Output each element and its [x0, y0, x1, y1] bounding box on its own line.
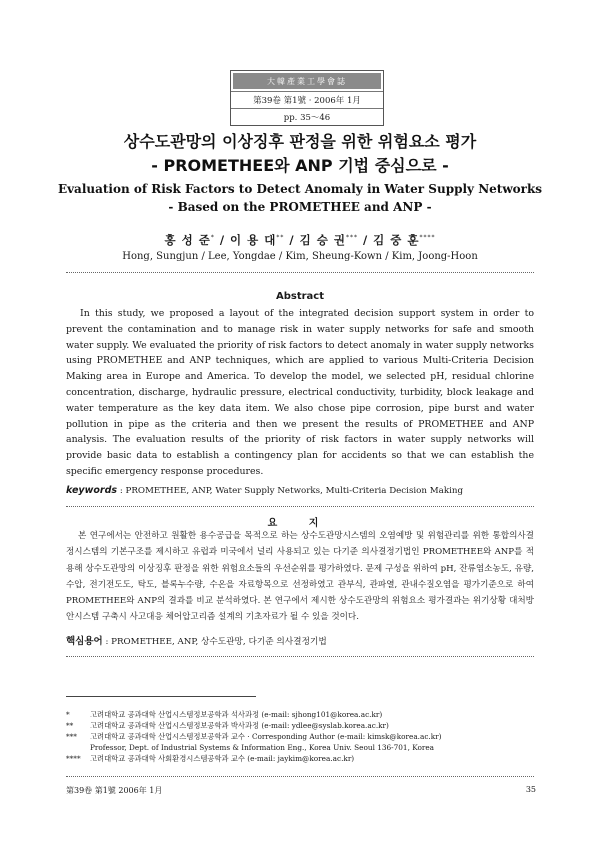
footnote: [66, 709, 536, 720]
footnote-text: 고려대학교 공과대학 산업시스템정보공학과 석사과정 (e-mail: sjhong101@korea.ac.kr): [90, 710, 383, 719]
abstract-text: In this study, we proposed a layout of the integrated decision support system in order to prevent the contamination and to manage risk in water supply networks for safe and smooth water supply. We evaluated the priority of risk factors to detect anomaly in water supply networks using PROMETHEE and ANP techniques, which are applied to various Multi-Criteria Decision Making area in Europe and America. To develop the model, we selected pH, residual chlorine concentration, discharge, hydraulic pressure, electrical conductivity, turbidity, block leakage and water temperature as the key data item. We also chose pipe corrosion, pipe burst and water pollution in pipe as the criteria and then we present the results of PROMETHEE and ANP analysis. The evaluation results of the priority of risk factors in water supply networks will provide basic data to establish a contingency plan for accidents so that we can establish the specific emergency response procedures.: [66, 308, 534, 477]
author-mark: **: [276, 234, 285, 242]
summary-heading: 요 지: [267, 518, 333, 529]
divider: [66, 272, 534, 273]
journal-volume: 第39卷 第1號 · 2006年 1月: [231, 91, 383, 108]
footnote-text: 고려대학교 공과대학 산업시스템정보공학과 교수 · Corresponding Author (e-mail: kimsk@korea.ac.kr): [90, 732, 442, 741]
author-name: 김 중 훈: [373, 233, 420, 247]
author-mark: ***: [345, 234, 358, 242]
author-mark: *: [210, 234, 215, 242]
title-korean-line1: 상수도관망의 이상징후 판정을 위한 위험요소 평가: [123, 132, 477, 151]
title-english-line1: Evaluation of Risk Factors to Detect Anomaly in Water Supply Networks: [57, 182, 543, 196]
korean-keywords-label: 핵심용어: [66, 636, 103, 647]
korean-keywords-line: 핵심용어 : PROMETHEE, ANP, 상수도관망, 다기준 의사결정기법: [66, 636, 327, 647]
authors-korean: 홍 성 준* / 이 용 대** / 김 승 권*** / 김 중 훈****: [164, 233, 436, 247]
footnote-rule: [66, 696, 256, 697]
summary-text: 본 연구에서는 안전하고 원활한 용수공급을 목적으로 하는 상수도관망시스템의 오염예방 및 위험관리를 위한 통합의사결정시스템의 기본구조를 제시하고 유럽과 미국에서 널리 사용되고 있는 다기준 의사결정기법인 PROMETHEE와 ANP를 적용해 상수도관망의 이상징후 판정을 위한 위험요소들의 우선순위를 평가하였다. 문제 구성을 위하여 pH, 잔류염소농도, 유량, 수압, 전기전도도, 탁도, 블록누수량, 수온을 자료항목으로 선정하였고 관부식, 관파열, 관내수질오염을 평가기준으로 하여 PROMETHEE와 ANP의 결과를 비교 분석하였다. 본 연구에서 제시한 상수도관망의 위험요소 평가결과는 위기상황 대처방안시스템 구축시 사고대응 체어압고리즘 설계의 기초자료가 될 수 있을 것이다.: [66, 531, 534, 623]
footnote: [66, 731, 536, 742]
author-name: 이 용 대: [230, 233, 277, 247]
authors-english: Hong, Sungjun / Lee, Yongdae / Kim, Sheung-Kown / Kim, Joong-Hoon: [122, 251, 478, 262]
keywords-label: keywords: [66, 485, 118, 496]
author-name: 홍 성 준: [164, 233, 211, 247]
footnote: [66, 742, 536, 753]
footnote-text: 고려대학교 공과대학 사회환경시스템공학과 교수 (e-mail: jaykim@korea.ac.kr): [90, 754, 355, 763]
footer-journal: 第39卷 第1號 2006年 1月: [66, 786, 163, 795]
divider: [66, 506, 534, 507]
title-english-line2: - Based on the PROMETHEE and ANP -: [168, 200, 432, 214]
abstract-heading: Abstract: [275, 291, 325, 302]
title-korean-line2: - PROMETHEE와 ANP 기법 중심으로 -: [151, 156, 449, 175]
journal-pages: pp. 35～46: [231, 108, 383, 125]
footnote-text: Professor, Dept. of Industrial Systems & Information Eng., Korea Univ. Seoul 136-701, Korea: [90, 743, 435, 752]
footnote-mark: *: [66, 710, 70, 719]
footnote: [66, 720, 536, 731]
footnote: [66, 753, 536, 764]
footnote-mark: ****: [66, 754, 81, 763]
author-mark: ****: [419, 234, 436, 242]
footnote-mark: **: [66, 721, 74, 730]
footnote-mark: ***: [66, 732, 77, 741]
divider: [66, 656, 534, 657]
author-name: 김 승 권: [299, 233, 346, 247]
keywords-text: PROMETHEE, ANP, Water Supply Networks, Multi-Criteria Decision Making: [125, 486, 464, 496]
journal-banner: 大韓產業工學會誌: [233, 73, 381, 89]
page-number: 35: [525, 785, 536, 794]
keywords-line: keywords : PROMETHEE, ANP, Water Supply Networks, Multi-Criteria Decision Making: [66, 485, 464, 496]
korean-keywords-text: PROMETHEE, ANP, 상수도관망, 다기준 의사결정기법: [111, 637, 327, 647]
journal-info-box: [230, 70, 384, 126]
divider: [66, 776, 534, 777]
footnote-text: 고려대학교 공과대학 산업시스템정보공학과 박사과정 (e-mail: ydlee@syslab.korea.ac.kr): [90, 721, 389, 730]
